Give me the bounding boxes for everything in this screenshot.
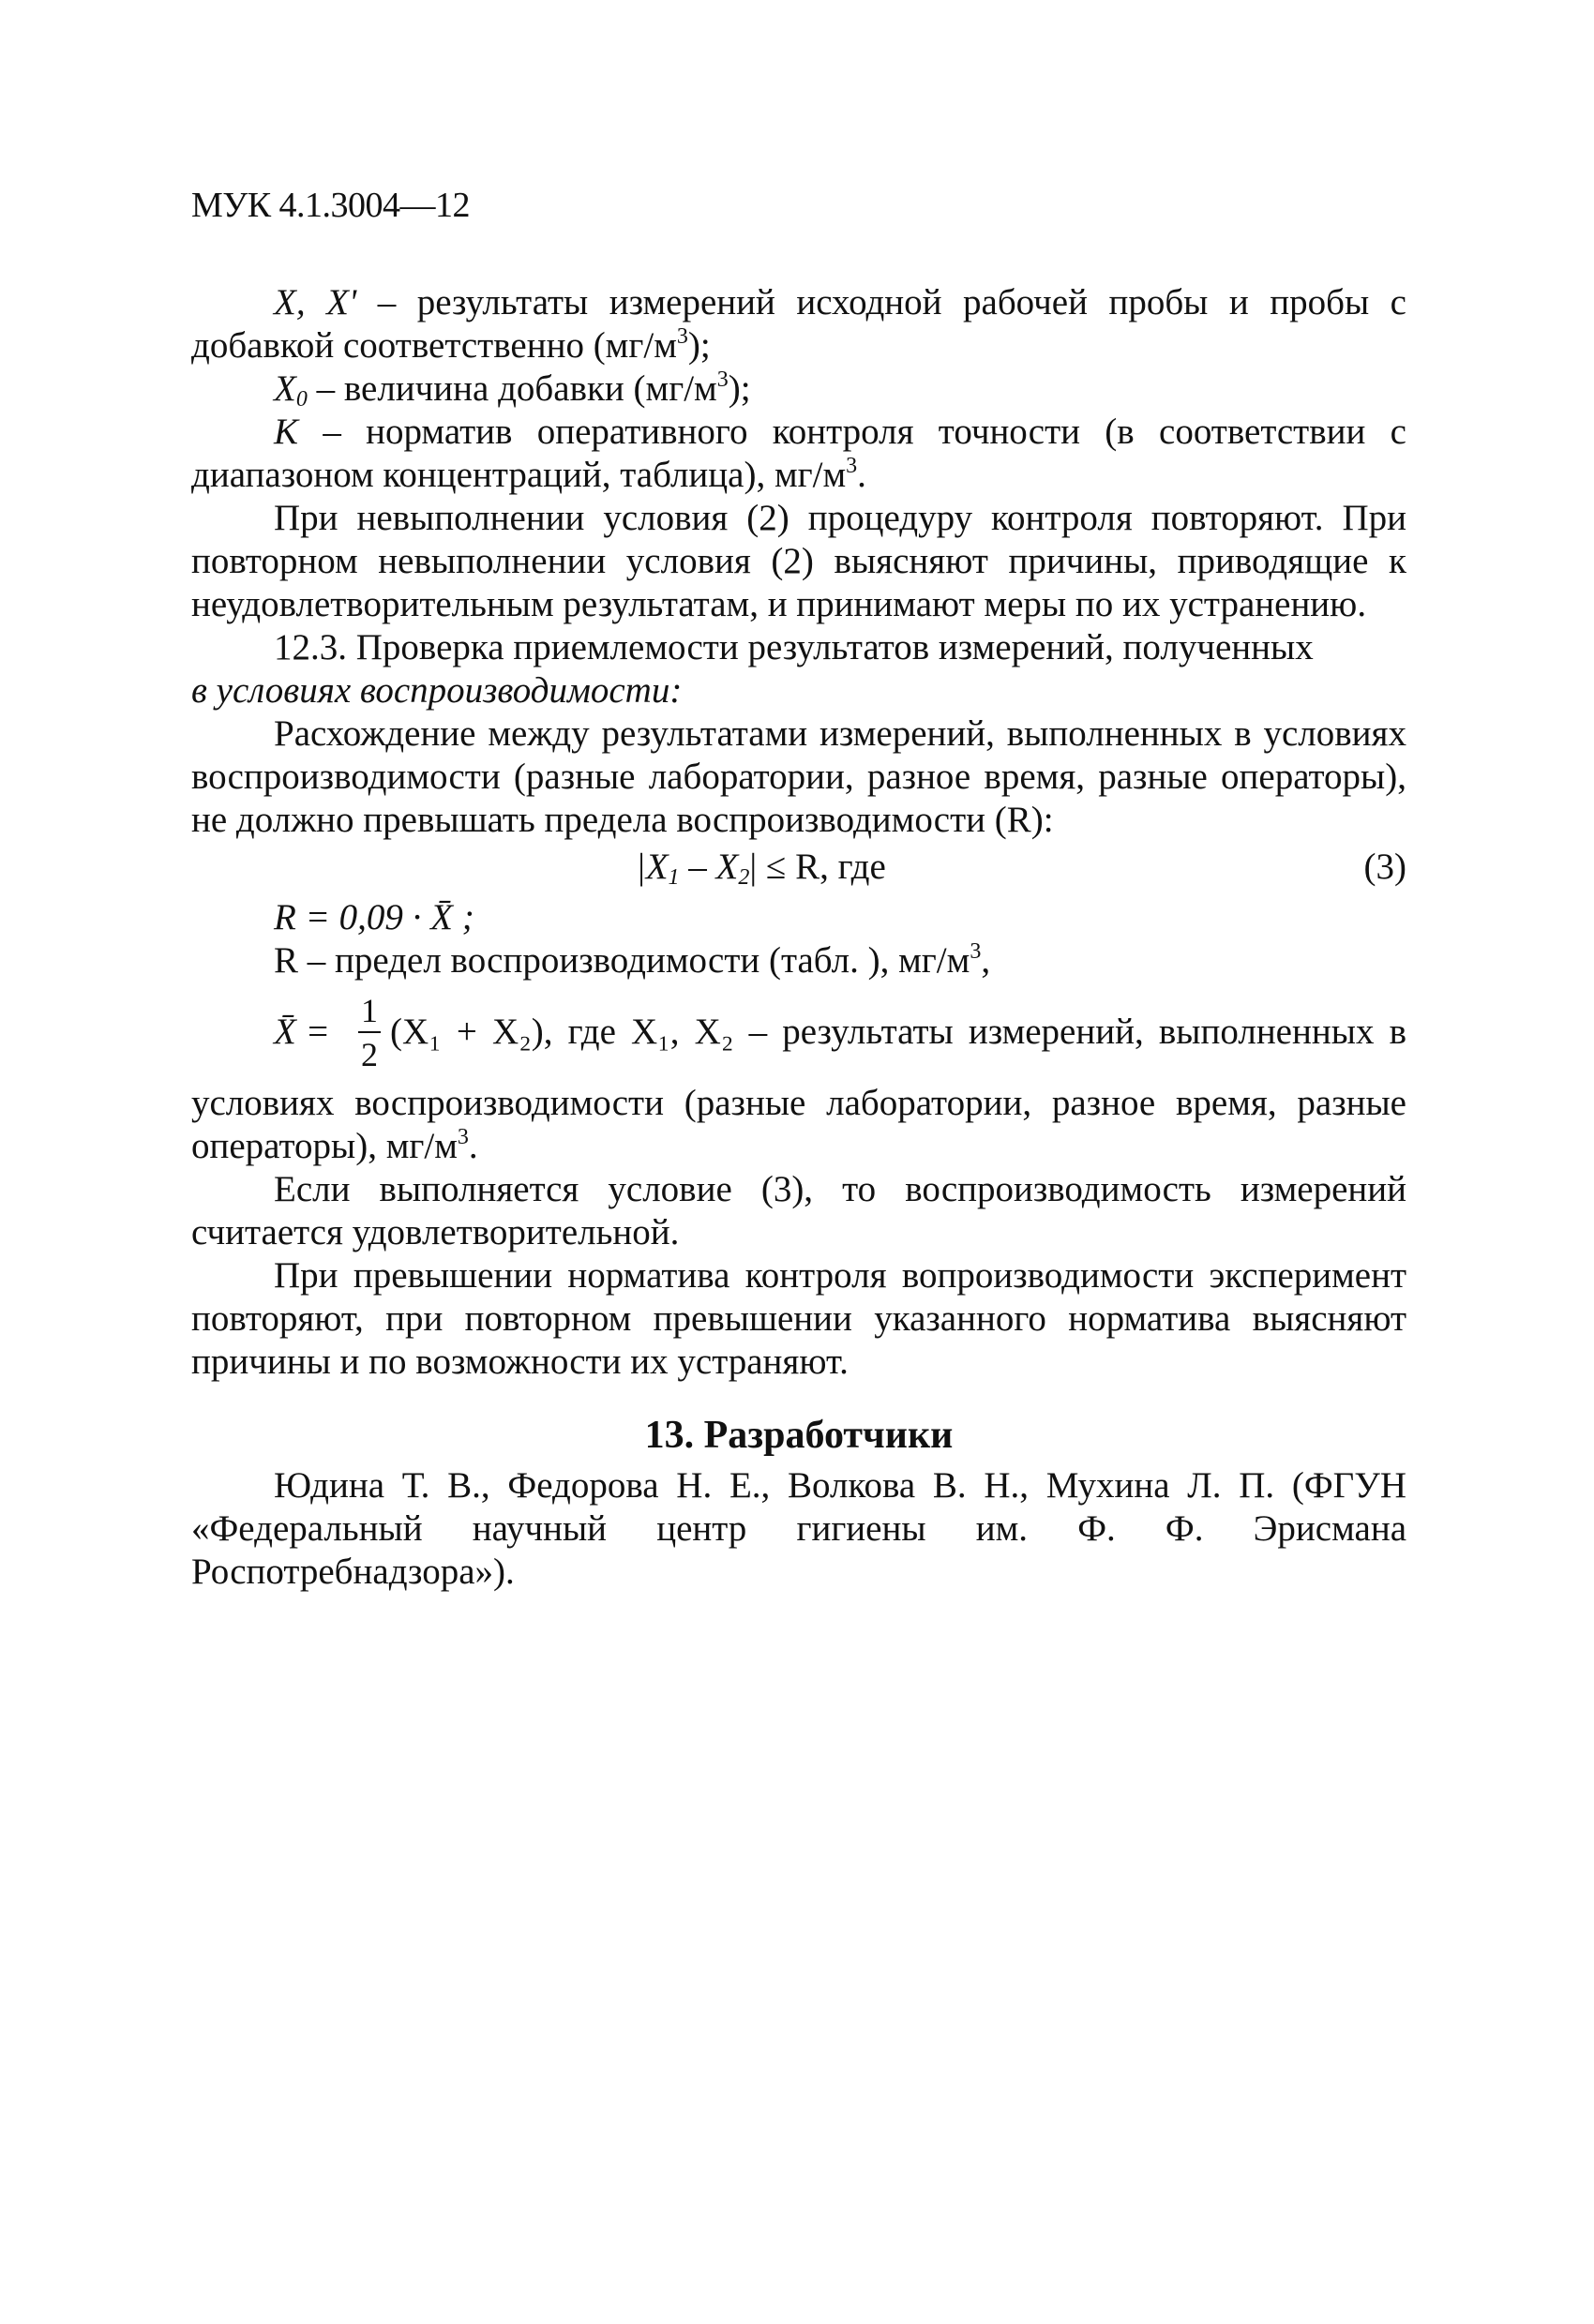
eq3-sub1: 1 [668, 865, 680, 890]
equation-3-expression [636, 846, 886, 889]
equation-3-number: (3) [1363, 847, 1406, 887]
def-x0-tail: ); [728, 368, 751, 409]
formula-r-text-body: R – предел воспроизводимости (табл. ), мг/м [274, 940, 970, 981]
def-x-tail: ); [687, 325, 711, 366]
def-x-sup: 3 [676, 324, 688, 349]
def-k-text: – норматив оперативного контроля точности (в соответствии с диапазоном концентраций, таблица), мг/м [191, 412, 1406, 495]
def-k-sup: 3 [846, 454, 858, 478]
formula-mean-fraction [358, 990, 381, 1074]
eq3-sub2: 2 [738, 865, 750, 890]
def-x0-symbol: X [274, 368, 296, 409]
formula-mean-lhs: X̄ = [274, 1012, 330, 1052]
section-12-3-title-b: в условиях воспроизводимости: [191, 670, 683, 711]
document-code: МУК 4.1.3004—12 [191, 186, 471, 225]
formula-r-definition: R = 0,09 · X̄ ; [274, 897, 474, 937]
paragraph-reproducibility: Расхождение между результатами измерений, выполненных в условиях воспроизводимости (разные лаборатории, разное время, разные операторы), не должно превышать предела воспроизводимости (R): [191, 713, 1406, 840]
eq3-minus: – X [679, 847, 739, 887]
formula-mean [191, 990, 1406, 1082]
eq3-open: |X [636, 847, 669, 887]
fraction-numerator: 1 [361, 992, 378, 1029]
formula-r-sup: 3 [970, 939, 982, 964]
formula-mean-continuation [191, 1082, 1406, 1168]
def-k-symbol: K [274, 412, 299, 452]
formula-mean-cont-text: условиях воспроизводимости (разные лаборатории, разное время, разные операторы), мг/м [191, 1083, 1406, 1166]
paragraph-condition-met: Если выполняется условие (3), то воспроизводимость измерений считается удовлетворительной. [191, 1169, 1406, 1252]
formula-r-tail: , [981, 940, 991, 981]
def-x0-text: – величина добавки (мг/м [307, 368, 717, 409]
paragraph-exceeding: При превышении норматива контроля вопроизводимости эксперимент повторяют, при повторном превышении указанного норматива выясняют причины и по возможности их устраняют. [191, 1255, 1406, 1382]
formula-r-text [274, 939, 1406, 982]
def-x0-sub: 0 [295, 387, 308, 412]
equation-3 [191, 846, 1406, 896]
def-k-tail: . [857, 455, 866, 495]
formula-mean-sup: 3 [457, 1125, 469, 1149]
def-x-symbol: X, X' [274, 282, 357, 322]
def-x0-sup: 3 [716, 367, 729, 392]
fraction-denominator: 2 [361, 1036, 378, 1073]
paragraph-repeat-control: При невыполнении условия (2) процедуру контроля повторяют. При повторном невыполнении условия (2) выясняют причины, приводящие к неудовлетворительным результатам, и принимают меры по их устранению. [191, 498, 1406, 624]
section-12-3-heading [191, 626, 1406, 669]
document-body [191, 281, 1406, 1594]
formula-mean-rhs: (X₁ + X₂), где X₁, X₂ – результаты измерений, выполненных в [390, 1012, 1406, 1052]
def-x-text: – результаты измерений исходной рабочей пробы и пробы с добавкой соответственно (мг/м [191, 282, 1406, 366]
developers-list: Юдина Т. В., Федорова Н. Е., Волкова В. Н., Мухина Л. П. (ФГУН «Федеральный научный центр гигиены им. Ф. Ф. Эрисмана Роспотребнадзора»). [191, 1465, 1406, 1592]
section-12-3-title-a: Проверка приемлемости результатов измерений, полученных [355, 627, 1314, 667]
formula-mean-tail: . [468, 1126, 478, 1166]
eq3-close: | ≤ R, где [749, 847, 886, 887]
section-13-title: 13. Разработчики [644, 1414, 954, 1457]
def-x [191, 281, 1406, 367]
def-x0 [191, 367, 1406, 411]
section-12-3-number: 12.3. [274, 627, 356, 667]
def-k [191, 411, 1406, 497]
